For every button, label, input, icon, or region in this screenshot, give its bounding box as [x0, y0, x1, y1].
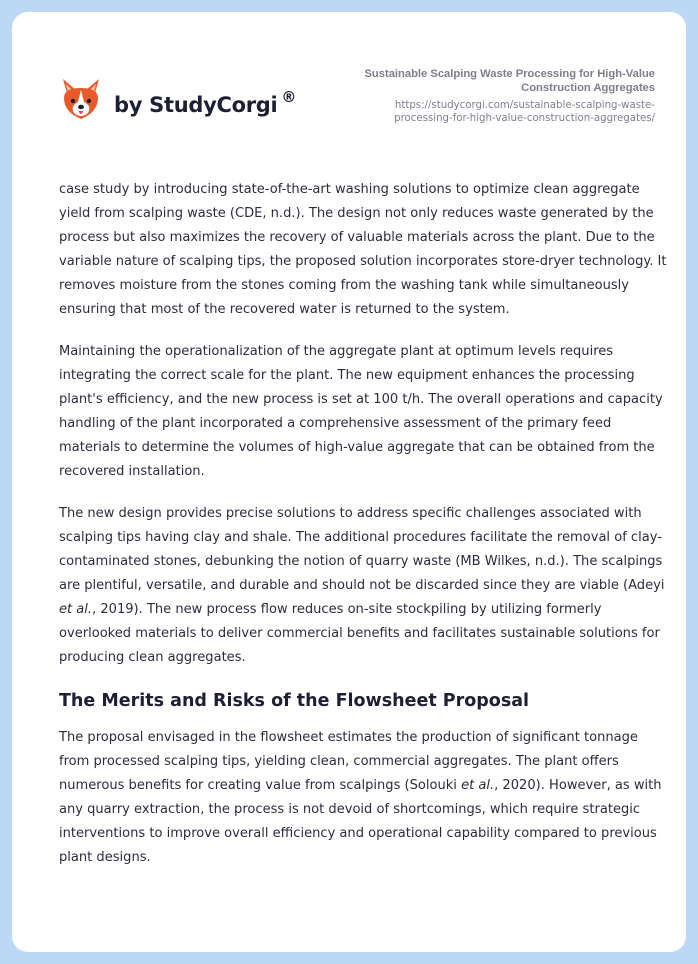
paragraph-4-text-a: The proposal envisaged in the flowsheet estimates the production of significant tonnage from processed scalping tips, yielding clean, commercial aggregates. The plant offers numerous benefits for creating value from scalpings (Solouki [59, 730, 638, 793]
citation-et-al: et al. [461, 778, 495, 793]
paragraph-4 [59, 726, 669, 870]
registered-mark: ® [281, 88, 297, 106]
document-url-line-2[interactable]: processing-for-high-value-construction-aggregates/ [394, 113, 655, 124]
paragraph-3-text-a: The new design provides precise solutions to address specific challenges associated with scalping tips having clay and shale. The additional procedures facilitate the removal of clay-contaminated stones, debunking the notion of quarry waste (MB Wilkes, n.d.). The scalpings are plentiful, versatile, and durable and should not be discarded since they are viable (Adeyi [59, 506, 665, 593]
section-heading: The Merits and Risks of the Flowsheet Proposal [59, 691, 530, 711]
paragraph-1: case study by introducing state-of-the-art washing solutions to optimize clean aggregate yield from scalping waste (CDE, n.d.). The design not only reduces waste generated by the process but also maximizes the recovery of valuable materials across the plant. Due to the variable nature of scalping tips, the proposed solution incorporates store-dryer technology. It removes moisture from the stones coming from the washing tank while simultaneously ensuring that most of the recovered water is returned to the system. [59, 182, 667, 317]
studycorgi-logo[interactable] [60, 76, 296, 122]
document-body [59, 178, 669, 888]
document-title-line-1: Sustainable Scalping Waste Processing for High-Value [364, 68, 655, 80]
document-url-line-1[interactable]: https://studycorgi.com/sustainable-scalping-waste- [394, 100, 655, 111]
paragraph-4-text-b: , 2020). However, as with any quarry extraction, the process is not devoid of shortcomings, which require strategic interventions to improve overall efficiency and operational capability compared to previous plant designs. [59, 778, 662, 865]
page-card [12, 12, 686, 952]
document-url[interactable] [315, 99, 655, 125]
document-title-line-2: Construction Aggregates [521, 82, 655, 94]
brand-name: by StudyCorgi ® [114, 88, 297, 117]
corgi-icon [60, 76, 102, 122]
paragraph-2: Maintaining the operationalization of the aggregate plant at optimum levels requires integrating the correct scale for the plant. The new equipment enhances the processing plant's efficiency, and the new process is set at 100 t/h. The overall operations and capacity handling of the plant incorporated a comprehensive assessment of the primary feed materials to determine the volumes of high-value aggregate that can be obtained from the recovered installation. [59, 344, 663, 479]
paragraph-3 [59, 502, 669, 670]
document-meta [315, 67, 655, 125]
citation-et-al: et al. [59, 602, 93, 617]
paragraph-3-text-b: , 2019). The new process flow reduces on-site stockpiling by utilizing formerly overlooked materials to deliver commercial benefits and facilitates sustainable solutions for producing clean aggregates. [59, 602, 660, 665]
document-title [315, 67, 655, 95]
